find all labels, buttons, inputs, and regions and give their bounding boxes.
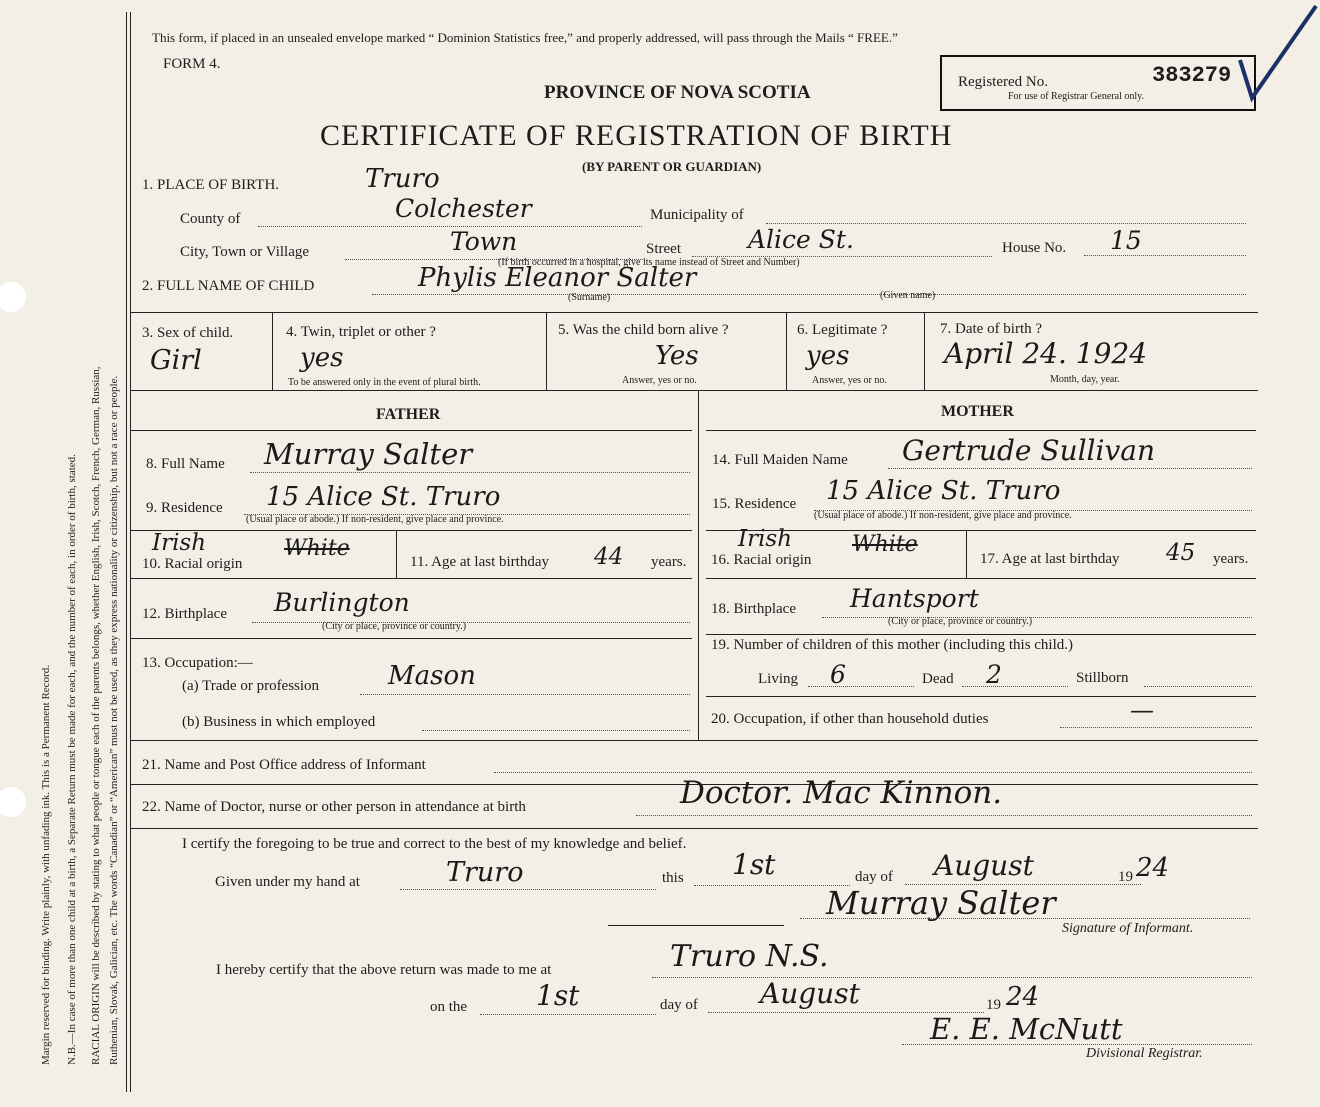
year-prefix: 19	[1118, 869, 1133, 885]
hospital-note: (If birth occurred in a hospital, give its name instead of Street and Number)	[498, 257, 800, 268]
mother-age-value: 45	[1166, 540, 1196, 566]
margin-note-multiple-births: N.B.—In case of more than one child at a birth, a Separate Return must be made for each, and the number of each, in order of birth, stated.	[66, 454, 78, 1065]
dob-note: Month, day, year.	[1050, 374, 1120, 385]
registered-number-note: For use of Registrar General only.	[1008, 91, 1144, 102]
dead-label: Dead	[922, 671, 954, 687]
county-value: Colchester	[395, 194, 532, 223]
street-value: Alice St.	[748, 225, 854, 254]
registrar-month-value: August	[760, 977, 860, 1010]
margin-rule-inner	[130, 12, 131, 1092]
binding-hole-bottom	[0, 787, 26, 817]
city-label: City, Town or Village	[180, 244, 310, 260]
alive-label: 5. Was the child born alive ?	[558, 322, 729, 338]
on-the-label: on the	[430, 999, 468, 1015]
day-of-label: day of	[855, 869, 893, 885]
surname-note: (Surname)	[568, 292, 611, 303]
child-name-label: 2. FULL NAME OF CHILD	[142, 278, 315, 294]
sex-label: 3. Sex of child.	[142, 325, 234, 341]
informant-signature: Murray Salter	[826, 884, 1056, 922]
binding-hole-top	[0, 282, 26, 312]
year-value: 24	[1136, 853, 1170, 883]
children-count-label: 19. Number of children of this mother (including this child.)	[711, 637, 1074, 653]
page-subtitle: (BY PARENT OR GUARDIAN)	[582, 159, 762, 174]
trade-value: Mason	[388, 661, 476, 691]
registered-number-label: Registered No.	[958, 74, 1048, 90]
legitimate-value: yes	[806, 341, 850, 371]
father-age-years: years.	[651, 554, 687, 570]
this-label: this	[662, 870, 684, 886]
registrar-year-prefix: 19	[986, 997, 1001, 1013]
mother-racial-label: 16. Racial origin	[711, 552, 812, 568]
twin-value: yes	[300, 343, 344, 373]
informant-label: 21. Name and Post Office address of Informant	[142, 757, 426, 773]
place-of-birth-label: 1. PLACE OF BIRTH.	[142, 177, 280, 193]
sex-value: Girl	[150, 345, 202, 376]
margin-rule	[126, 12, 127, 1092]
father-residence-label: 9. Residence	[146, 500, 223, 516]
municipality-label: Municipality of	[650, 207, 744, 223]
given-name-note: (Given name)	[880, 290, 936, 301]
doctor-value: Doctor. Mac Kinnon.	[680, 775, 1003, 811]
legitimate-note: Answer, yes or no.	[812, 375, 887, 386]
father-birthplace-value: Burlington	[274, 588, 410, 617]
doctor-label: 22. Name of Doctor, nurse or other person in attendance at birth	[142, 799, 526, 815]
twin-label: 4. Twin, triplet or other ?	[286, 324, 436, 340]
father-racial-value: Irish	[152, 530, 207, 556]
mother-birthplace-label: 18. Birthplace	[711, 601, 796, 617]
alive-value: Yes	[655, 341, 699, 371]
father-age-value: 44	[594, 544, 624, 570]
province-heading: PROVINCE OF NOVA SCOTIA	[544, 82, 811, 103]
father-racial-struck: White	[284, 536, 350, 561]
house-number-label: House No.	[1002, 240, 1067, 256]
registrar-day-of-label: day of	[660, 997, 698, 1013]
mother-racial-struck: White	[852, 532, 918, 557]
trade-label: (a) Trade or profession	[182, 678, 320, 694]
mother-racial-value: Irish	[738, 526, 793, 552]
mother-age-years: years.	[1213, 551, 1249, 567]
street-label: Street	[646, 241, 681, 257]
father-racial-label: 10. Racial origin	[142, 556, 243, 572]
father-birthplace-label: 12. Birthplace	[142, 606, 227, 622]
form-number: FORM 4.	[163, 56, 221, 72]
registrar-signature-label: Divisional Registrar.	[1086, 1046, 1203, 1061]
mother-heading: MOTHER	[941, 403, 1014, 420]
business-label: (b) Business in which employed	[182, 714, 376, 730]
living-label: Living	[758, 671, 798, 687]
mother-residence-note: (Usual place of abode.) If non-resident, give place and province.	[814, 510, 1072, 521]
twin-note: To be answered only in the event of plural birth.	[288, 377, 481, 388]
father-age-label: 11. Age at last birthday	[410, 554, 549, 570]
father-name-label: 8. Full Name	[146, 456, 225, 472]
registrar-statement: I hereby certify that the above return was made to me at	[216, 962, 552, 978]
mother-age-label: 17. Age at last birthday	[980, 551, 1120, 567]
registrar-signature: E. E. McNutt	[930, 1012, 1123, 1046]
margin-note-racial-origin: RACIAL ORIGIN will be described by stating to what people or tongue each of the parents belongs, whether English, Irish, Scotch, French, German, Russian,	[90, 366, 102, 1065]
mother-name-label: 14. Full Maiden Name	[712, 452, 848, 468]
given-at-label: Given under my hand at	[215, 874, 360, 890]
mother-occupation-label: 20. Occupation, if other than household duties	[711, 711, 989, 727]
house-number-value: 15	[1110, 226, 1142, 255]
dead-value: 2	[986, 660, 1002, 689]
this-day-value: 1st	[732, 848, 776, 881]
dob-label: 7. Date of birth ?	[940, 321, 1043, 337]
mother-residence-label: 15. Residence	[712, 496, 797, 512]
father-name-value: Murray Salter	[264, 437, 473, 471]
dob-value: April 24. 1924	[944, 337, 1148, 370]
father-residence-value: 15 Alice St. Truro	[266, 482, 501, 512]
registrar-day-value: 1st	[536, 979, 580, 1012]
registered-number: 383279	[1152, 63, 1232, 88]
registrar-year-value: 24	[1006, 982, 1040, 1012]
father-birthplace-note: (City or place, province or country.)	[322, 621, 467, 632]
certify-statement: I certify the foregoing to be true and correct to the best of my knowledge and belief.	[182, 836, 687, 852]
city-value: Town	[450, 227, 518, 256]
father-residence-note: (Usual place of abode.) If non-resident, give place and province.	[246, 514, 504, 525]
mother-birthplace-note: (City or place, province or country.)	[888, 616, 1033, 627]
informant-signature-label: Signature of Informant.	[1062, 921, 1194, 936]
father-heading: FATHER	[376, 406, 441, 423]
stillborn-label: Stillborn	[1076, 670, 1129, 686]
mail-notice: This form, if placed in an unsealed envelope marked “ Dominion Statistics free,” and properly addressed, will pass through the Mails “ FREE.”	[152, 30, 898, 45]
father-occupation-label: 13. Occupation:—	[142, 655, 253, 671]
margin-note-nationality: Ruthenian, Slovak, Galician, etc. The words “Canadian” or “American” must not be used, as they express nationality or citizenship, but not a race or people.	[108, 375, 120, 1065]
alive-note: Answer, yes or no.	[622, 375, 697, 386]
mother-name-value: Gertrude Sullivan	[902, 434, 1156, 467]
page-title: CERTIFICATE OF REGISTRATION OF BIRTH	[320, 119, 953, 152]
registrar-place-value: Truro N.S.	[670, 939, 829, 974]
mother-birthplace-value: Hantsport	[850, 584, 979, 613]
mother-occupation-value: —	[1130, 696, 1154, 724]
margin-note-binding: Margin reserved for binding. Write plainly, with unfading ink. This is a Permanent Record.	[40, 665, 52, 1065]
check-mark-icon	[1234, 0, 1320, 110]
living-value: 6	[830, 660, 846, 689]
mother-residence-value: 15 Alice St. Truro	[826, 476, 1061, 506]
place-of-birth-value: Truro	[365, 164, 440, 194]
given-place-value: Truro	[446, 857, 524, 888]
county-label: County of	[180, 211, 241, 227]
legitimate-label: 6. Legitimate ?	[797, 322, 888, 338]
child-name-value: Phylis Eleanor Salter	[418, 263, 697, 293]
month-value: August	[934, 849, 1034, 882]
